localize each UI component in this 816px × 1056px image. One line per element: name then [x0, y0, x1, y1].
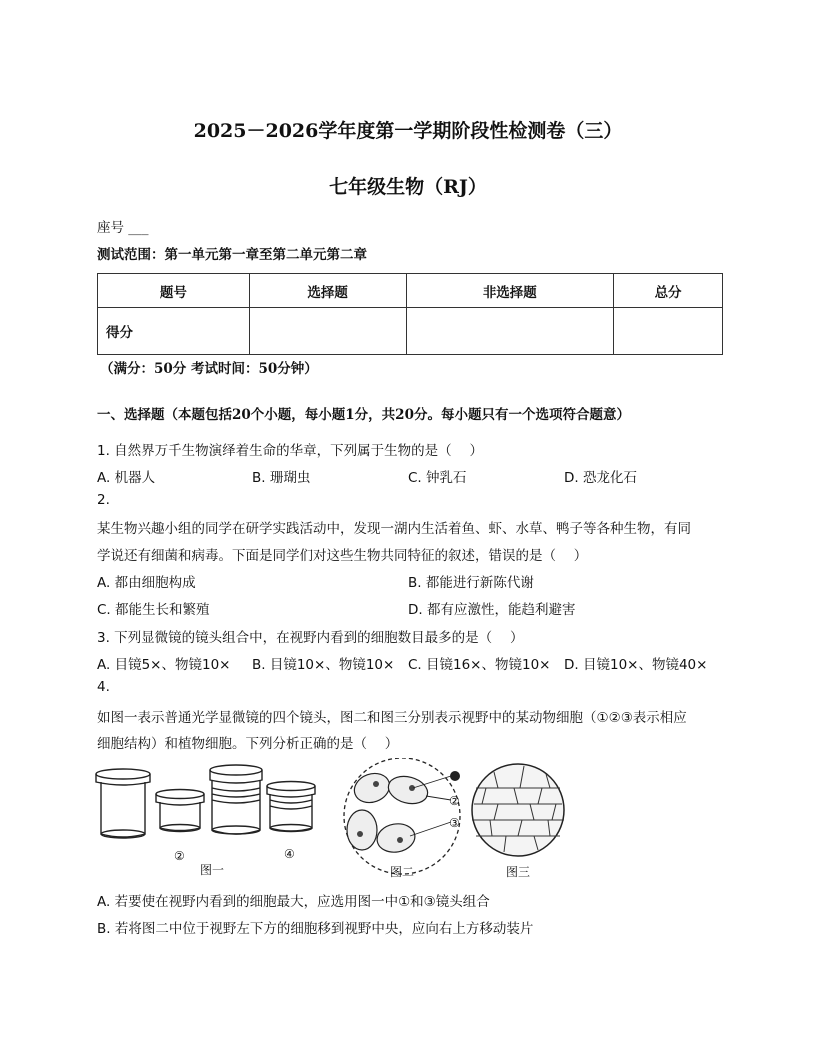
- q2-option-a: A. 都由细胞构成: [97, 575, 196, 591]
- q2-option-b: B. 都能进行新陈代谢: [408, 575, 534, 591]
- score-header-number: 题号: [98, 274, 250, 308]
- exam-title: 2025－2026学年度第一学期阶段性检测卷（三）: [193, 120, 623, 142]
- figure3-caption: 图三: [506, 865, 531, 879]
- cell-label-3: ③: [449, 816, 460, 830]
- animal-cells: [347, 769, 431, 855]
- exam-info: （满分：50分 考试时间：50分钟）: [100, 361, 318, 377]
- lens-2-icon: [156, 790, 204, 832]
- q4-option-b: B. 若将图二中位于视野左下方的细胞移到视野中央，应向右上方移动装片: [97, 921, 534, 937]
- q4-option-a: A. 若要使在视野内看到的细胞最大，应选用图一中①和③镜头组合: [97, 894, 490, 910]
- q3-option-a: A. 目镜5×、物镜10×: [97, 657, 231, 673]
- q2-number: 2.: [97, 492, 110, 508]
- score-table-header-row: [98, 274, 723, 308]
- q2-stem-line1: 某生物兴趣小组的同学在研学实践活动中，发现一湖内生活着鱼、虾、水草、鸭子等各种生物，有同: [97, 521, 691, 537]
- score-cell-total[interactable]: [614, 308, 723, 355]
- score-table: [97, 273, 723, 355]
- score-header-total: 总分: [614, 274, 723, 308]
- section-heading: 一、选择题（本题包括20个小题，每小题1分，共20分。每小题只有一个选项符合题意）: [97, 407, 630, 423]
- test-scope: 测试范围：第一单元第一章至第二单元第二章: [97, 247, 367, 263]
- q4-figure: [94, 758, 574, 882]
- lens-label-2: ②: [174, 849, 185, 863]
- q1-option-d: D. 恐龙化石: [564, 470, 637, 486]
- figure3-view: [472, 764, 564, 879]
- q3-option-d: D. 目镜10×、物镜40×: [564, 657, 708, 673]
- exam-subtitle: 七年级生物（RJ）: [329, 176, 487, 198]
- q4-stem-line1: 如图一表示普通光学显微镜的四个镜头，图二和图三分别表示视野中的某动物细胞（①②③表示相应: [97, 710, 687, 726]
- figure2-view: [344, 758, 460, 879]
- q2-stem-line2: 学说还有细菌和病毒。下面是同学们对这些生物共同特征的叙述，错误的是（ ）: [97, 548, 588, 564]
- q1-stem: 1. 自然界万千生物演绎着生命的华章，下列属于生物的是（ ）: [97, 443, 483, 459]
- structure-1-marker: [450, 771, 460, 781]
- score-header-choice: 选择题: [249, 274, 406, 308]
- figure1-lenses: [96, 765, 315, 838]
- figure2-caption: 图二: [390, 865, 415, 879]
- score-cell-choice[interactable]: [249, 308, 406, 355]
- q3-option-b: B. 目镜10×、物镜10×: [252, 657, 395, 673]
- q2-option-d: D. 都有应激性，能趋利避害: [408, 602, 576, 618]
- score-row-label: 得分: [98, 308, 250, 355]
- score-cell-non-choice[interactable]: [406, 308, 614, 355]
- q4-number: 4.: [97, 679, 110, 695]
- q1-option-a: A. 机器人: [97, 470, 156, 486]
- q3-stem: 3. 下列显微镜的镜头组合中，在视野内看到的细胞数目最多的是（ ）: [97, 630, 524, 646]
- figure1-caption: 图一: [200, 863, 225, 877]
- seat-number-label: 座号 ___: [97, 220, 149, 236]
- q1-option-b: B. 珊瑚虫: [252, 470, 311, 486]
- lens-3-icon: [210, 765, 262, 834]
- q4-stem-line2: 细胞结构）和植物细胞。下列分析正确的是（ ）: [97, 736, 399, 752]
- q3-option-c: C. 目镜16×、物镜10×: [408, 657, 551, 673]
- q2-option-c: C. 都能生长和繁殖: [97, 602, 210, 618]
- lens-1-icon: [96, 769, 150, 838]
- score-header-non-choice: 非选择题: [406, 274, 614, 308]
- lens-4-icon: [267, 782, 315, 832]
- score-table-score-row: [98, 308, 723, 355]
- q1-option-c: C. 钟乳石: [408, 470, 467, 486]
- lens-label-4: ④: [284, 847, 295, 861]
- cell-label-2: ②: [449, 794, 460, 808]
